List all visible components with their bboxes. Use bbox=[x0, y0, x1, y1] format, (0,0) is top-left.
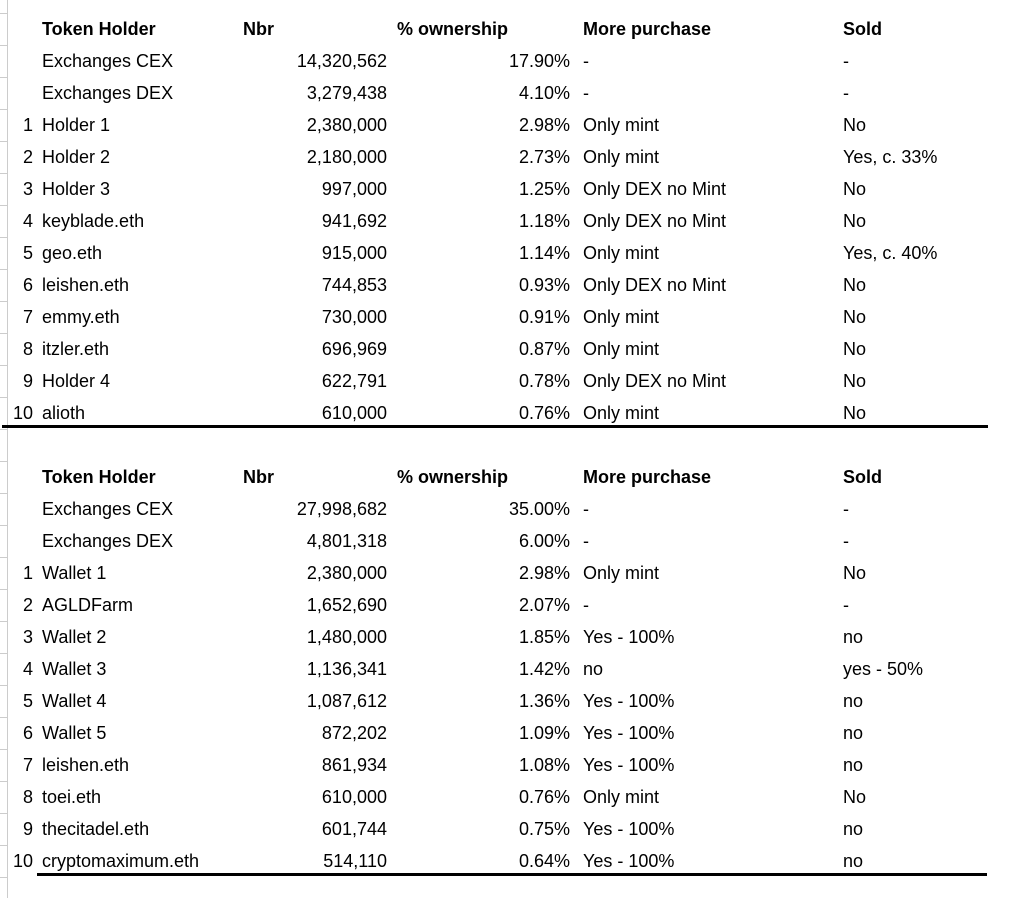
holder-cell[interactable]: Holder 3 bbox=[42, 179, 111, 199]
rank-cell[interactable]: 7 bbox=[22, 755, 33, 775]
sold-cell[interactable]: No bbox=[843, 211, 867, 231]
table-row bbox=[0, 749, 1014, 781]
header-ownership-cell[interactable]: % ownership bbox=[397, 467, 509, 487]
rank-cell[interactable] bbox=[0, 525, 33, 557]
nbr-cell[interactable]: 622,791 bbox=[321, 371, 387, 391]
rank-cell[interactable]: 2 bbox=[22, 147, 33, 167]
holder-cell[interactable]: emmy.eth bbox=[42, 307, 120, 327]
table-row bbox=[0, 493, 1014, 525]
nbr-cell[interactable]: 4,801,318 bbox=[306, 531, 387, 551]
purchase-cell[interactable]: Only mint bbox=[583, 563, 660, 583]
holder-cell[interactable]: Holder 1 bbox=[42, 115, 111, 135]
table-row bbox=[0, 45, 1014, 77]
sold-cell[interactable]: No bbox=[843, 275, 867, 295]
holder-cell[interactable]: Holder 4 bbox=[42, 371, 111, 391]
purchase-cell[interactable]: no bbox=[583, 659, 604, 679]
header-rank-cell[interactable] bbox=[0, 461, 33, 493]
holder-cell[interactable]: Wallet 5 bbox=[42, 723, 107, 743]
rank-cell[interactable] bbox=[0, 45, 33, 77]
table-row bbox=[0, 333, 1014, 365]
sold-cell[interactable]: No bbox=[843, 403, 867, 423]
holder-cell[interactable]: Exchanges DEX bbox=[42, 531, 174, 551]
header-purchase-cell[interactable]: More purchase bbox=[583, 19, 712, 39]
ownership-cell[interactable]: 35.00% bbox=[508, 499, 570, 519]
ownership-cell[interactable]: 0.64% bbox=[518, 851, 570, 871]
purchase-cell[interactable]: - bbox=[583, 83, 589, 103]
nbr-cell[interactable]: 941,692 bbox=[321, 211, 387, 231]
table-row bbox=[0, 269, 1014, 301]
sold-cell[interactable]: No bbox=[843, 787, 867, 807]
table-row bbox=[0, 589, 1014, 621]
rank-cell[interactable]: 8 bbox=[22, 339, 33, 359]
purchase-cell[interactable]: Yes - 100% bbox=[583, 755, 675, 775]
ownership-cell[interactable]: 0.78% bbox=[518, 371, 570, 391]
purchase-cell[interactable]: Only mint bbox=[583, 787, 660, 807]
purchase-cell[interactable]: Yes - 100% bbox=[583, 627, 675, 647]
purchase-cell[interactable]: - bbox=[583, 531, 589, 551]
purchase-cell[interactable]: Yes - 100% bbox=[583, 691, 675, 711]
table-row bbox=[0, 301, 1014, 333]
table-header-row bbox=[0, 13, 1014, 45]
nbr-cell[interactable]: 872,202 bbox=[321, 723, 387, 743]
ownership-cell[interactable]: 0.87% bbox=[518, 339, 570, 359]
holder-cell[interactable]: Wallet 2 bbox=[42, 627, 107, 647]
rank-cell[interactable]: 4 bbox=[22, 659, 33, 679]
ownership-cell[interactable]: 4.10% bbox=[518, 83, 570, 103]
nbr-cell[interactable]: 601,744 bbox=[321, 819, 387, 839]
rank-cell[interactable]: 5 bbox=[22, 243, 33, 263]
holder-cell[interactable]: Holder 2 bbox=[42, 147, 111, 167]
purchase-cell[interactable]: - bbox=[583, 595, 589, 615]
rank-cell[interactable]: 1 bbox=[22, 115, 33, 135]
rank-cell[interactable]: 10 bbox=[12, 403, 33, 423]
ownership-cell[interactable]: 2.07% bbox=[518, 595, 570, 615]
nbr-cell[interactable]: 915,000 bbox=[321, 243, 387, 263]
holder-cell[interactable]: AGLDFarm bbox=[42, 595, 134, 615]
token-holders-table-1 bbox=[0, 13, 1014, 429]
purchase-cell[interactable]: Only mint bbox=[583, 339, 660, 359]
table-row bbox=[0, 205, 1014, 237]
rank-cell[interactable]: 1 bbox=[22, 563, 33, 583]
sold-cell[interactable]: yes - 50% bbox=[843, 659, 924, 679]
holder-cell[interactable]: Exchanges CEX bbox=[42, 51, 174, 71]
rank-cell[interactable] bbox=[0, 493, 33, 525]
sold-cell[interactable]: No bbox=[843, 563, 867, 583]
nbr-cell[interactable]: 997,000 bbox=[321, 179, 387, 199]
ownership-cell[interactable]: 2.98% bbox=[518, 563, 570, 583]
ownership-cell[interactable]: 1.14% bbox=[518, 243, 570, 263]
row-gridline-tick bbox=[0, 877, 7, 878]
holder-cell[interactable]: leishen.eth bbox=[42, 755, 130, 775]
holder-cell[interactable]: keyblade.eth bbox=[42, 211, 145, 231]
ownership-cell[interactable]: 6.00% bbox=[518, 531, 570, 551]
rank-cell[interactable]: 3 bbox=[22, 179, 33, 199]
rank-cell[interactable]: 7 bbox=[22, 307, 33, 327]
table-row bbox=[0, 173, 1014, 205]
sold-cell[interactable]: no bbox=[843, 755, 864, 775]
sold-cell[interactable]: no bbox=[843, 691, 864, 711]
rank-cell[interactable]: 3 bbox=[22, 627, 33, 647]
holder-cell[interactable]: toei.eth bbox=[42, 787, 102, 807]
table-row bbox=[0, 77, 1014, 109]
rank-cell[interactable]: 9 bbox=[22, 819, 33, 839]
nbr-cell[interactable]: 2,380,000 bbox=[306, 115, 387, 135]
nbr-cell[interactable]: 14,320,562 bbox=[296, 51, 387, 71]
purchase-cell[interactable]: Yes - 100% bbox=[583, 819, 675, 839]
purchase-cell[interactable]: Only mint bbox=[583, 307, 660, 327]
header-rank-cell[interactable] bbox=[0, 13, 33, 45]
ownership-cell[interactable]: 1.09% bbox=[518, 723, 570, 743]
sold-cell[interactable]: - bbox=[843, 499, 849, 519]
holder-cell[interactable]: Exchanges CEX bbox=[42, 499, 174, 519]
table-header-row bbox=[0, 461, 1014, 493]
table-row bbox=[0, 525, 1014, 557]
purchase-cell[interactable]: Only mint bbox=[583, 115, 660, 135]
table-row bbox=[0, 653, 1014, 685]
sold-cell[interactable]: No bbox=[843, 371, 867, 391]
purchase-cell[interactable]: Yes - 100% bbox=[583, 723, 675, 743]
sold-cell[interactable]: No bbox=[843, 179, 867, 199]
rank-cell[interactable]: 10 bbox=[12, 851, 33, 871]
rank-cell[interactable]: 9 bbox=[22, 371, 33, 391]
table-row bbox=[0, 557, 1014, 589]
holder-cell[interactable]: Wallet 3 bbox=[42, 659, 107, 679]
rank-cell[interactable]: 8 bbox=[22, 787, 33, 807]
ownership-cell[interactable]: 0.91% bbox=[518, 307, 570, 327]
ownership-cell[interactable]: 17.90% bbox=[508, 51, 570, 71]
token-holders-table-2 bbox=[0, 461, 1014, 877]
rank-cell[interactable]: 6 bbox=[22, 723, 33, 743]
holder-cell[interactable]: itzler.eth bbox=[42, 339, 110, 359]
rank-cell[interactable]: 2 bbox=[22, 595, 33, 615]
sold-cell[interactable]: - bbox=[843, 83, 849, 103]
holder-cell[interactable]: leishen.eth bbox=[42, 275, 130, 295]
holder-cell[interactable]: alioth bbox=[42, 403, 86, 423]
nbr-cell[interactable]: 1,652,690 bbox=[306, 595, 387, 615]
purchase-cell[interactable]: Only DEX no Mint bbox=[583, 211, 727, 231]
nbr-cell[interactable]: 610,000 bbox=[321, 787, 387, 807]
row-gridline-tick bbox=[0, 429, 7, 430]
rank-cell[interactable]: 5 bbox=[22, 691, 33, 711]
nbr-cell[interactable]: 1,087,612 bbox=[306, 691, 387, 711]
header-nbr-cell[interactable]: Nbr bbox=[243, 19, 274, 39]
holder-cell[interactable]: Wallet 4 bbox=[42, 691, 107, 711]
sold-cell[interactable]: - bbox=[843, 531, 849, 551]
nbr-cell[interactable]: 744,853 bbox=[321, 275, 387, 295]
purchase-cell[interactable]: Only mint bbox=[583, 243, 660, 263]
nbr-cell[interactable]: 1,136,341 bbox=[306, 659, 387, 679]
table-row bbox=[0, 781, 1014, 813]
table-row bbox=[0, 237, 1014, 269]
table-2-bottom-border bbox=[37, 873, 987, 876]
sold-cell[interactable]: No bbox=[843, 115, 867, 135]
ownership-cell[interactable]: 1.25% bbox=[518, 179, 570, 199]
header-ownership-cell[interactable]: % ownership bbox=[397, 19, 509, 39]
holder-cell[interactable]: Exchanges DEX bbox=[42, 83, 174, 103]
holder-cell[interactable]: geo.eth bbox=[42, 243, 103, 263]
sold-cell[interactable]: No bbox=[843, 339, 867, 359]
purchase-cell[interactable]: Only mint bbox=[583, 403, 660, 423]
table-row bbox=[0, 621, 1014, 653]
sold-cell[interactable]: no bbox=[843, 851, 864, 871]
purchase-cell[interactable]: Only mint bbox=[583, 147, 660, 167]
nbr-cell[interactable]: 861,934 bbox=[321, 755, 387, 775]
sold-cell[interactable]: No bbox=[843, 307, 867, 327]
sold-cell[interactable]: Yes, c. 40% bbox=[843, 243, 938, 263]
nbr-cell[interactable]: 27,998,682 bbox=[296, 499, 387, 519]
nbr-cell[interactable]: 2,180,000 bbox=[306, 147, 387, 167]
sold-cell[interactable]: Yes, c. 33% bbox=[843, 147, 938, 167]
nbr-cell[interactable]: 730,000 bbox=[321, 307, 387, 327]
header-sold-cell[interactable]: Sold bbox=[843, 467, 882, 487]
header-nbr-cell[interactable]: Nbr bbox=[243, 467, 274, 487]
purchase-cell[interactable]: Yes - 100% bbox=[583, 851, 675, 871]
nbr-cell[interactable]: 514,110 bbox=[323, 851, 387, 871]
ownership-cell[interactable]: 1.85% bbox=[518, 627, 570, 647]
sold-cell[interactable]: - bbox=[843, 595, 849, 615]
holder-cell[interactable]: Wallet 1 bbox=[42, 563, 107, 583]
purchase-cell[interactable]: Only DEX no Mint bbox=[583, 275, 727, 295]
ownership-cell[interactable]: 0.76% bbox=[518, 403, 570, 423]
purchase-cell[interactable]: Only DEX no Mint bbox=[583, 179, 727, 199]
ownership-cell[interactable]: 2.73% bbox=[518, 147, 570, 167]
sold-cell[interactable]: - bbox=[843, 51, 849, 71]
table-row bbox=[0, 813, 1014, 845]
table-row bbox=[0, 109, 1014, 141]
sold-cell[interactable]: no bbox=[843, 627, 864, 647]
ownership-cell[interactable]: 2.98% bbox=[518, 115, 570, 135]
ownership-cell[interactable]: 1.08% bbox=[518, 755, 570, 775]
table-1-bottom-border bbox=[2, 425, 988, 428]
nbr-cell[interactable]: 1,480,000 bbox=[306, 627, 387, 647]
ownership-cell[interactable]: 1.36% bbox=[518, 691, 570, 711]
rank-cell[interactable] bbox=[0, 77, 33, 109]
table-row bbox=[0, 141, 1014, 173]
table-row bbox=[0, 365, 1014, 397]
holder-cell[interactable]: cryptomaximum.eth bbox=[42, 851, 200, 871]
nbr-cell[interactable]: 610,000 bbox=[321, 403, 387, 423]
nbr-cell[interactable]: 2,380,000 bbox=[306, 563, 387, 583]
ownership-cell[interactable]: 0.93% bbox=[518, 275, 570, 295]
ownership-cell[interactable]: 1.18% bbox=[518, 211, 570, 231]
nbr-cell[interactable]: 696,969 bbox=[321, 339, 387, 359]
header-purchase-cell[interactable]: More purchase bbox=[583, 467, 712, 487]
rank-cell[interactable]: 4 bbox=[22, 211, 33, 231]
table-row bbox=[0, 717, 1014, 749]
purchase-cell[interactable]: - bbox=[583, 499, 589, 519]
sold-cell[interactable]: no bbox=[843, 819, 864, 839]
header-sold-cell[interactable]: Sold bbox=[843, 19, 882, 39]
sold-cell[interactable]: no bbox=[843, 723, 864, 743]
header-holder-cell[interactable]: Token Holder bbox=[42, 19, 156, 39]
purchase-cell[interactable]: Only DEX no Mint bbox=[583, 371, 727, 391]
table-row bbox=[0, 685, 1014, 717]
rank-cell[interactable]: 6 bbox=[22, 275, 33, 295]
ownership-cell[interactable]: 0.75% bbox=[518, 819, 570, 839]
header-holder-cell[interactable]: Token Holder bbox=[42, 467, 156, 487]
holder-cell[interactable]: thecitadel.eth bbox=[42, 819, 150, 839]
nbr-cell[interactable]: 3,279,438 bbox=[306, 83, 387, 103]
ownership-cell[interactable]: 0.76% bbox=[518, 787, 570, 807]
purchase-cell[interactable]: - bbox=[583, 51, 589, 71]
ownership-cell[interactable]: 1.42% bbox=[518, 659, 570, 679]
